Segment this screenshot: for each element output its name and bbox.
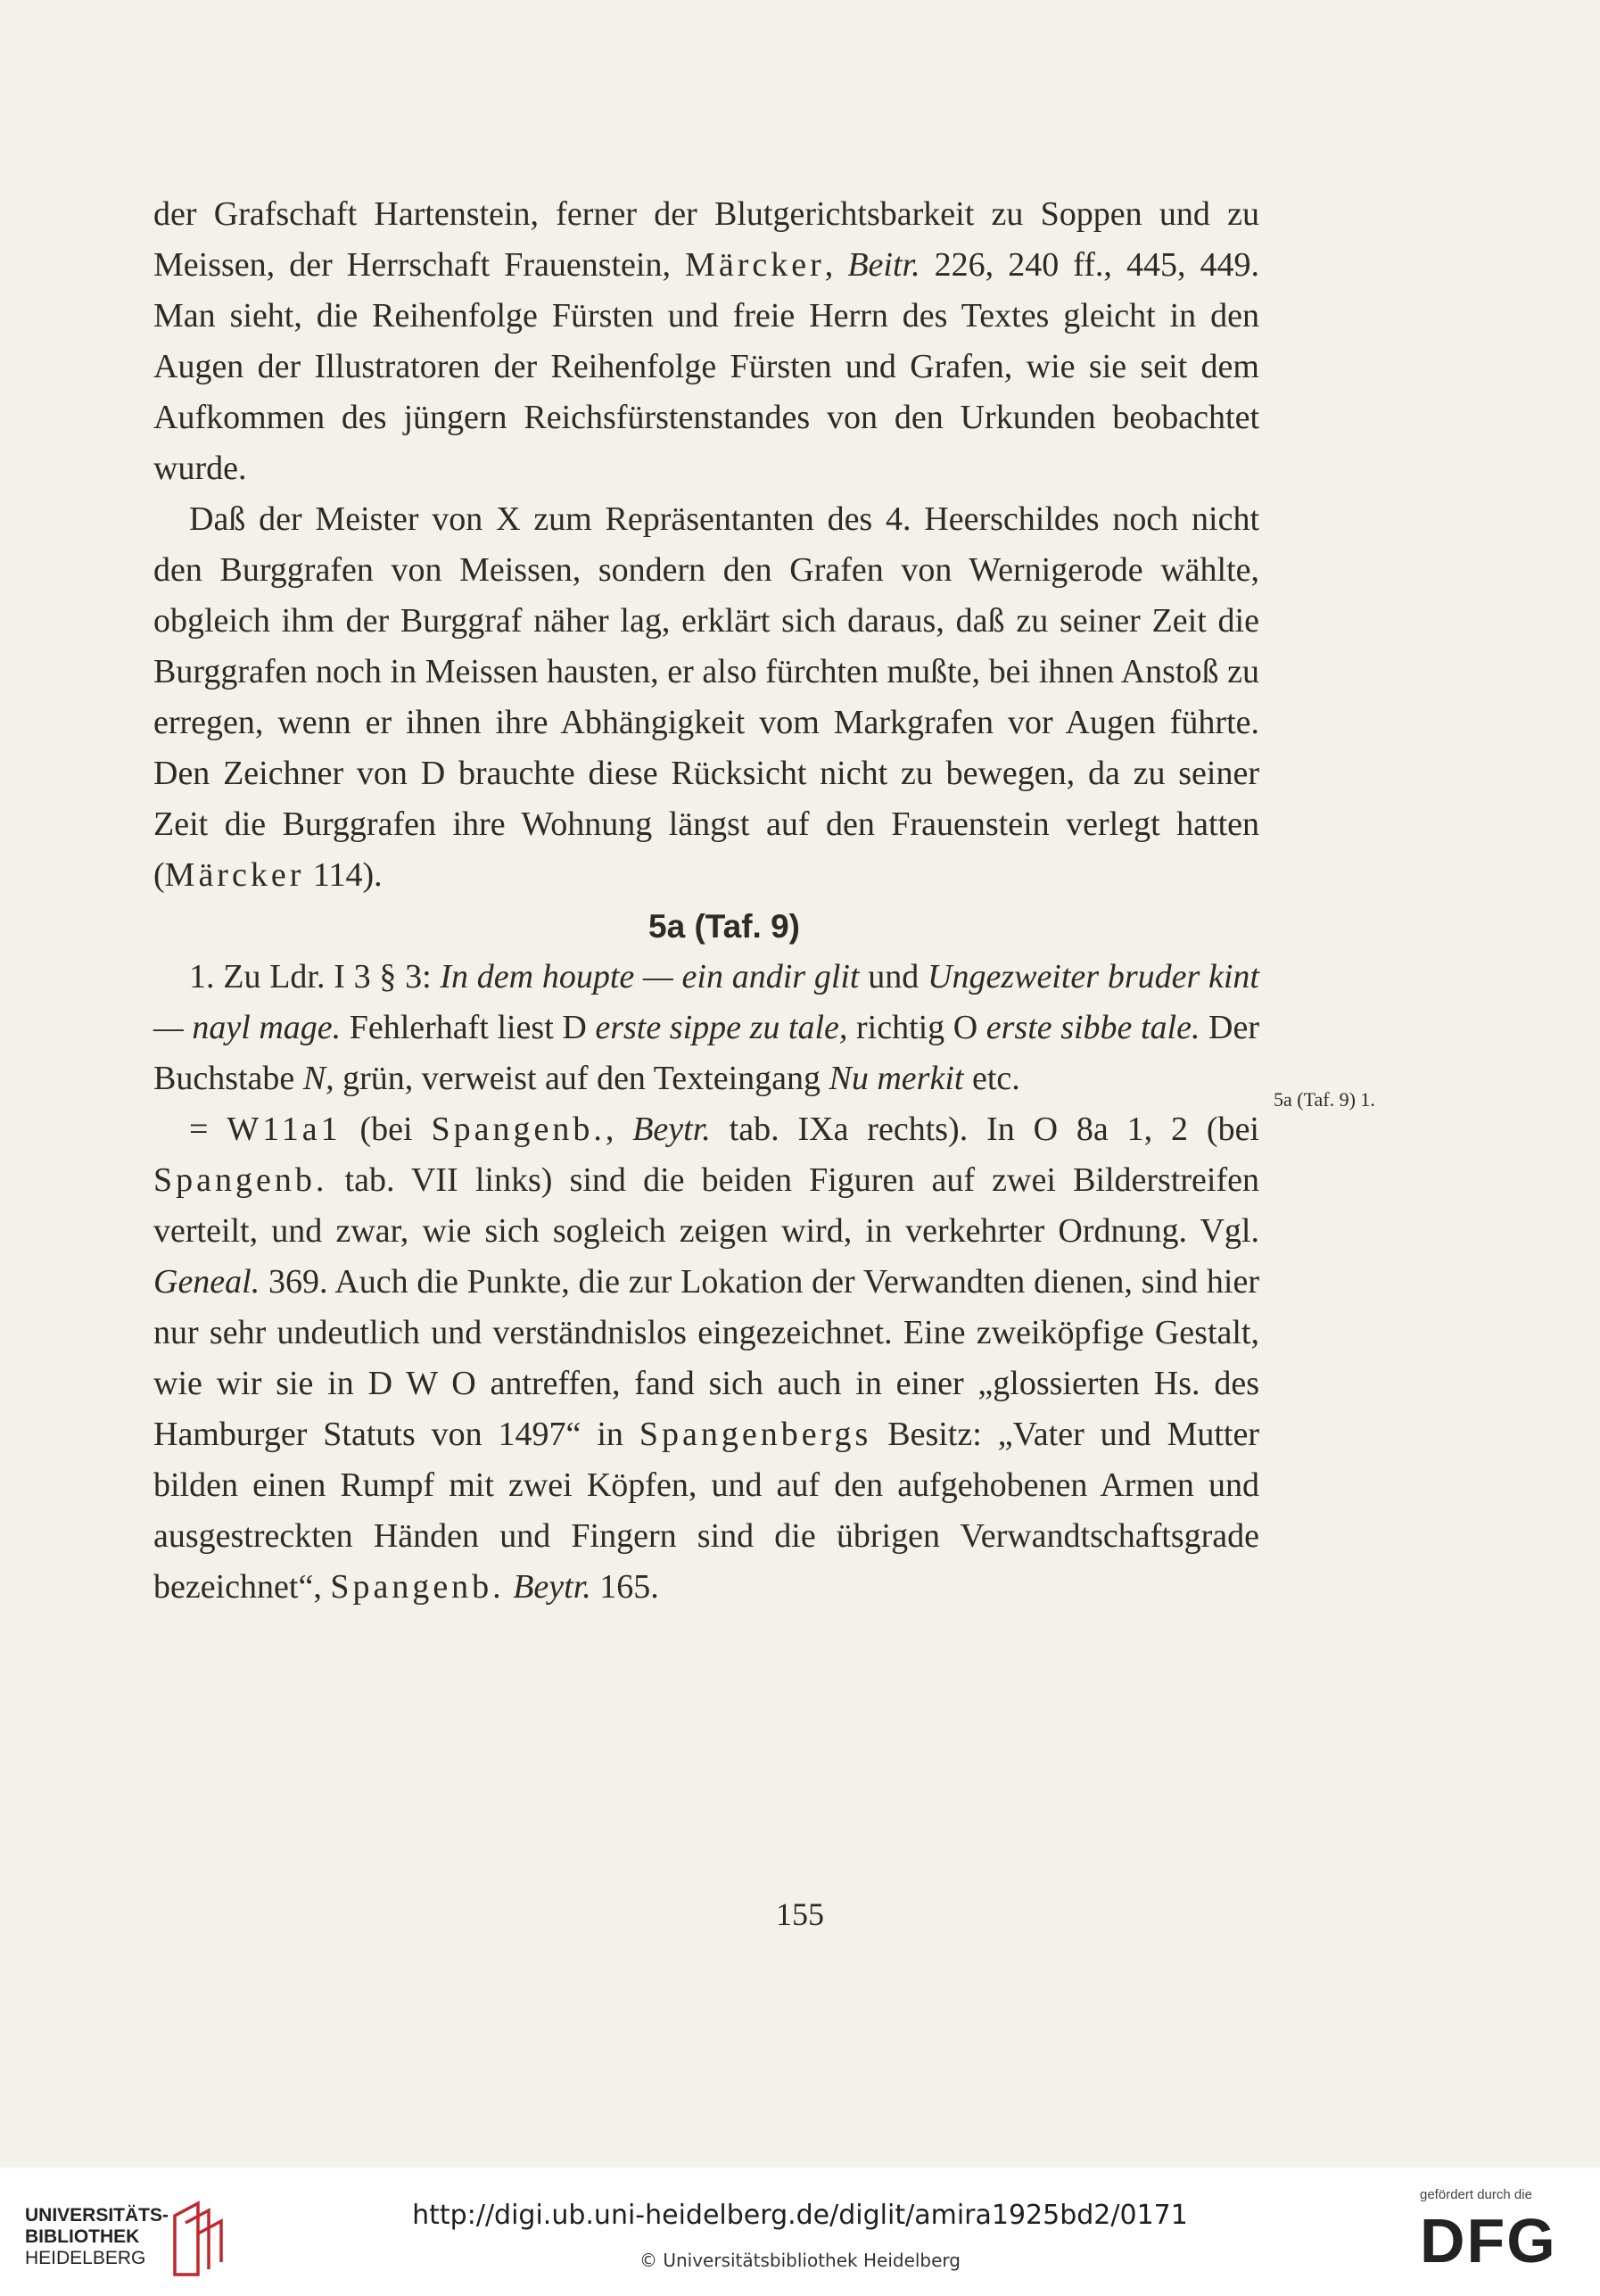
text-run: Besitz: „Vater und Mutter bilden einen Rumpf mit zwei Köpfen, und auf den aufgehobenen Armen und ausgestreckten Händen und Fingern sind die übrigen Verwandtschaftsgrade bezeichnet“, [153, 1416, 1259, 1606]
text-run: richtig O [847, 1009, 986, 1046]
library-name-line: BIBLIOTHEK [25, 2226, 140, 2247]
page-number: 155 [776, 1896, 824, 1932]
text-run: , [824, 246, 848, 284]
citation-title: Beytr. [513, 1568, 591, 1606]
copyright-notice: © Universitätsbibliothek Heidelberg [639, 2250, 961, 2271]
author-name: Spangenbergs [639, 1416, 872, 1453]
funder-label: gefördert durch die [1420, 2187, 1532, 2202]
sigle: W11a1 [227, 1111, 342, 1148]
author-name: Spangenb. [153, 1161, 328, 1199]
text-run: etc. [963, 1060, 1020, 1097]
quote: Ungezweiter bruder kint — nayl mage. [153, 958, 1259, 1046]
text-run: 1. Zu Ldr. I 3 § 3: [189, 958, 441, 995]
author-name: Märcker [685, 246, 825, 284]
quote: erste sippe zu tale, [595, 1009, 848, 1046]
text-run: tab. IXa rechts). In O 8a 1, 2 (bei [710, 1111, 1259, 1148]
library-name-line: HEIDELBERG [25, 2248, 146, 2268]
quote: In dem houpte — ein andir glit [440, 958, 860, 995]
text-run: 226, 240 ff., 445, 449. Man sieht, die Reihenfolge Fürsten und freie Herrn des Textes gleicht in den Augen der Illustratoren der Reihenfolge Fürsten und Grafen, wie sie seit dem Aufkommen des jüngern Reichsfürstenstandes von den Urkunden beobachtet wurde. [153, 246, 1259, 487]
dfg-logo[interactable] [1420, 2207, 1580, 2269]
text-run: , [605, 1111, 633, 1148]
text-run: 369. Auch die Punkte, die zur Lokation der Verwandten dienen, sind hier nur sehr undeutlich und verständnislos eingezeichnet. Eine zweiköpfige Gestalt, wie wir sie in D W O antreffen, fand sich auch in einer „glossierten Hs. des Hamburger Statuts von 1497“ in [153, 1263, 1259, 1453]
paragraph-1 [153, 189, 1259, 494]
text-run: tab. VII links) sind die beiden Figuren auf zwei Bilderstreifen verteilt, und zwar, wie sich sogleich zeigen wird, in verkehrter Ordnung. Vgl. [153, 1161, 1259, 1250]
paragraph-3 [153, 952, 1259, 1104]
marginal-note: 5a (Taf. 9) 1. [1274, 1088, 1375, 1111]
text-run: 114). [304, 856, 383, 894]
paragraph-2 [153, 494, 1259, 901]
text-run: der Grafschaft Hartenstein, ferner der Blutgerichtsbarkeit zu Soppen und zu Meissen, der Herrschaft Frauenstein, [153, 195, 1259, 284]
author-name: Märcker [164, 856, 305, 894]
library-name-line: UNIVERSITÄTS- [25, 2205, 169, 2226]
text-run: (bei [341, 1111, 432, 1148]
main-text [153, 189, 1259, 1613]
paragraph-4 [153, 1104, 1259, 1613]
citation-title: Geneal. [153, 1263, 260, 1301]
quote: erste sibbe tale. [986, 1009, 1200, 1046]
text-run: = [189, 1111, 227, 1148]
text-run: und [859, 958, 928, 995]
text-run: Daß der Meister von X zum Repräsentanten des 4. Heerschildes noch nicht den Burggrafen von Meissen, sondern den Grafen von Wernigerode wählte, obgleich ihm der Burggraf näher lag, erklärt sich daraus, daß zu seiner Zeit die Burggrafen noch in Meissen hausten, er also fürchten mußte, bei ihnen Anstoß zu erregen, wenn er ihnen ihre Abhängigkeit vom Markgrafen vor Augen führte. Den Zeichner von D brauchte diese Rücksicht nicht zu bewegen, da zu seiner Zeit die Burggrafen ihre Wohnung längst auf den Frauenstein verlegt hatten ( [153, 500, 1259, 894]
text-run: Fehlerhaft liest D [341, 1009, 596, 1046]
quote: Nu merkit [829, 1060, 964, 1097]
text-run: 165. [590, 1568, 659, 1606]
quote: N, [302, 1060, 334, 1097]
citation-title: Beytr. [632, 1111, 711, 1148]
author-name: Spangenb. [431, 1111, 606, 1148]
dfg-logo-text: DFG [1420, 2207, 1557, 2269]
footer-bar [0, 2168, 1600, 2296]
document-url-link[interactable]: http://digi.ub.uni-heidelberg.de/diglit/amira1925bd2/0171 [412, 2200, 1188, 2231]
text-run: Der Buchstabe [153, 1009, 1259, 1097]
citation-title: Beitr. [847, 246, 920, 284]
section-heading: 5a (Taf. 9) [648, 908, 800, 945]
author-name: Spangenb. [330, 1568, 505, 1606]
text-run: grün, verweist auf den Texteingang [334, 1060, 829, 1097]
